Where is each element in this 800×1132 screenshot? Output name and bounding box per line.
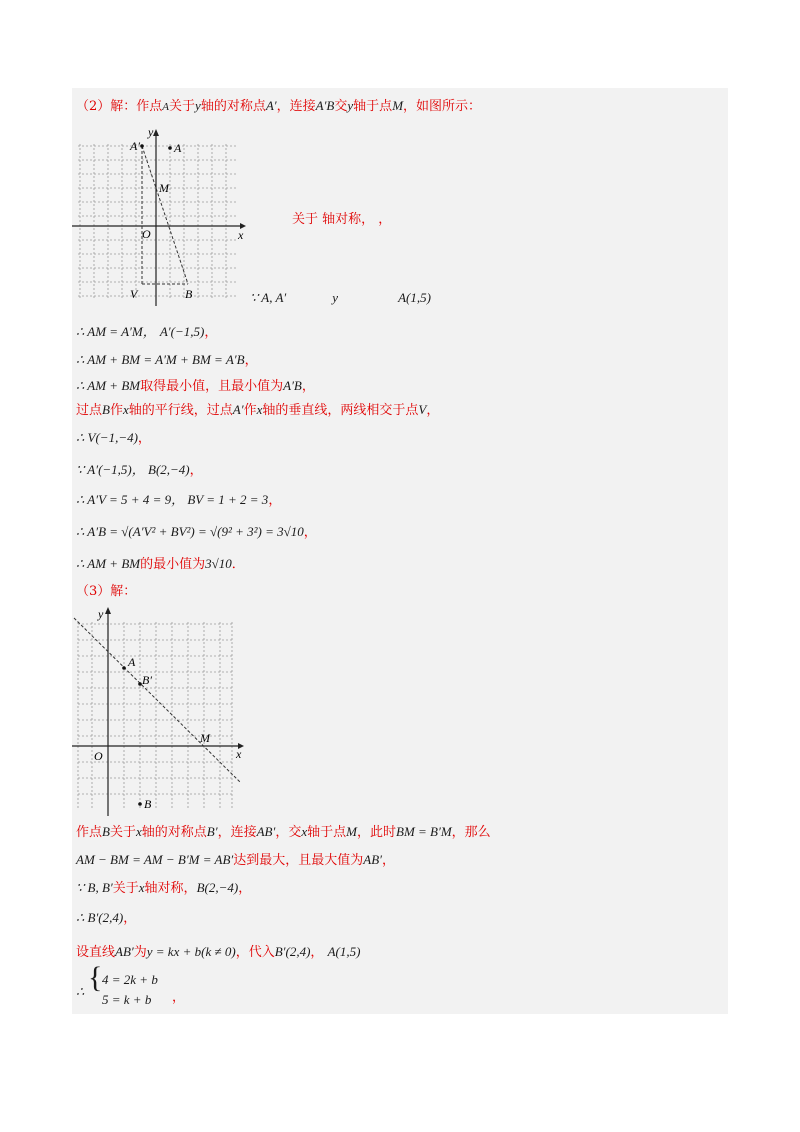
part2-heading: （2）解：作点A关于y轴的对称点A′，连接A′B交y轴于点M，如图所示： [76,98,482,114]
figure-1-coordinate-grid [72,126,252,306]
part2-line-5: ∴ V(−1,−4)， [76,430,151,446]
fig1-label-B: B [185,287,193,301]
figure-2-coordinate-grid [72,604,248,816]
part3-line-1: 作点B关于x轴的对称点B′，连接AB′，交x轴于点M，此时BM = B′M，那么 [76,824,491,840]
fig2-y-arrow-icon [105,607,111,614]
part2-line-1: ∴ AM = A′M， A′(−1,5)， [76,324,218,340]
fig1-point-A [168,146,172,150]
left-brace-icon: { [88,961,103,994]
fig1-grid [78,144,236,298]
fig2-grid [78,622,232,810]
fig1-label-x: x [238,228,244,242]
part2-line-9: ∴ AM + BM的最小值为3√10． [76,556,245,572]
part2-line-6: ∵ A′(−1,5)， B(2,−4)， [76,462,203,478]
fig1-label-y: y [148,126,154,139]
part3-heading: （3）解： [76,584,137,599]
part2-side-black-text: ∵ A, A′ y A(1,5) [250,290,431,305]
part2-side-red-text: 关于 轴对称， ， [292,212,392,227]
part3-equation-system: ∴ { 4 = 2k + b 5 = k + b ， [76,961,186,1007]
part2-line-7: ∴ A′V = 5 + 4 = 9， BV = 1 + 2 = 3， [76,492,282,508]
part3-line-5: 设直线AB′为y = kx + b(k ≠ 0)，代入B′(2,4)， A(1,5) [76,944,361,960]
part2-line-2: ∴ AM + BM = A′M + BM = A′B， [76,352,258,368]
fig1-label-Ap: A′ [130,139,140,153]
fig2-label-B: B [144,797,152,811]
fig1-point-Ap [140,144,144,148]
fig1-label-M: M [159,181,169,195]
part2-line-8: ∴ A′B = √(A′V² + BV²) = √(9² + 3²) = 3√10， [76,524,317,540]
fig1-label-V: V [130,287,138,301]
fig1-y-arrow-icon [153,129,159,136]
fig2-label-x: x [236,747,242,761]
fig2-label-Bp: B′ [142,673,152,687]
part2-line-4: 过点B作x轴的平行线，过点A′作x轴的垂直线，两线相交于点V， [76,402,440,418]
part3-line-4: ∴ B′(2,4)， [76,910,137,926]
fig2-label-O: O [94,749,103,763]
fig2-point-B [138,802,142,806]
fig1-label-O: O [142,227,151,241]
fig2-point-A [122,666,126,670]
fig2-label-M: M [200,731,210,745]
part2-line-3: ∴ AM + BM取得最小值，且最小值为A′B， [76,378,315,394]
fig1-label-A: A [174,141,182,155]
fig2-label-A: A [128,655,136,669]
part3-line-3: ∵ B, B′关于x轴对称，B(2,−4)， [76,880,252,896]
part3-line-2: AM − BM = AM − B′M = AB′达到最大，且最大值为AB′， [76,852,396,868]
fig2-label-y: y [98,607,104,621]
fig1-segment-ApB [142,146,188,284]
